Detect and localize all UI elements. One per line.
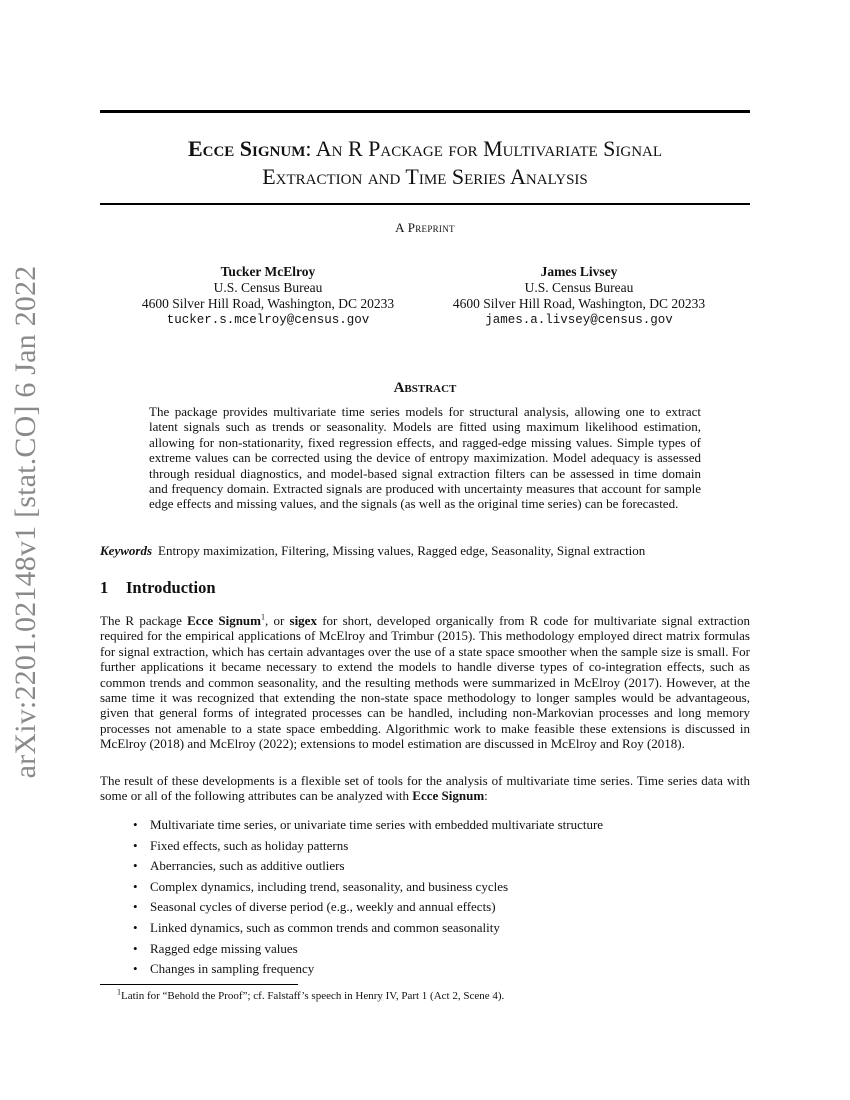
author-name: James Livsey bbox=[540, 264, 618, 279]
list-item: • Changes in sampling frequency bbox=[133, 960, 733, 981]
package-name: Ecce Signum bbox=[412, 788, 485, 804]
author-affiliation: U.S. Census Bureau bbox=[524, 280, 634, 295]
title-bottom-rule bbox=[100, 203, 750, 205]
intro-paragraph-2 bbox=[100, 773, 750, 804]
author-block-1 bbox=[103, 264, 433, 328]
title-package-name: Ecce Signum bbox=[187, 136, 306, 161]
attribute-list bbox=[133, 816, 733, 981]
keywords-text: Entropy maximization, Filtering, Missing values, Ragged edge, Seasonality, Signal extraction bbox=[158, 543, 646, 558]
list-item: • Multivariate time series, or univariate time series with embedded multivariate structure bbox=[133, 816, 733, 837]
paper-title bbox=[100, 135, 750, 191]
intro-paragraph-1 bbox=[100, 613, 750, 752]
author-email[interactable]: james.a.livsey@census.gov bbox=[485, 313, 673, 327]
title-line-2: Extraction and Time Series Analysis bbox=[262, 164, 588, 189]
list-item: • Linked dynamics, such as common trends and common seasonality bbox=[133, 919, 733, 940]
list-item: • Seasonal cycles of diverse period (e.g., weekly and annual effects) bbox=[133, 898, 733, 919]
arxiv-side-stamp bbox=[6, 262, 46, 782]
text-run: : bbox=[484, 788, 488, 804]
footnote-mark: 1 bbox=[117, 987, 121, 997]
text-run: The R package bbox=[100, 613, 188, 628]
author-address: 4600 Silver Hill Road, Washington, DC 20233 bbox=[141, 296, 395, 311]
text-run: , or bbox=[264, 613, 290, 628]
list-item: • Fixed effects, such as holiday patterns bbox=[133, 837, 733, 858]
author-name: Tucker McElroy bbox=[220, 264, 316, 279]
keywords-label: Keywords bbox=[100, 543, 152, 558]
section-heading bbox=[100, 578, 216, 598]
author-email[interactable]: tucker.s.mcelroy@census.gov bbox=[166, 313, 370, 327]
text-run: The result of these developments is a flexible set of tools for the analysis of multivariate time series. Time series data with some or all of the following attributes can be analyzed with bbox=[100, 773, 750, 804]
title-top-rule bbox=[100, 110, 750, 113]
footnote-rule bbox=[100, 984, 298, 985]
preprint-label: A Preprint bbox=[395, 220, 455, 235]
package-short-name: sigex bbox=[289, 613, 317, 628]
arxiv-identifier[interactable]: arXiv:2201.02148v1 [stat.CO] 6 Jan 2022 bbox=[9, 265, 42, 779]
list-item: • Complex dynamics, including trend, seasonality, and business cycles bbox=[133, 878, 733, 899]
section-number: 1 bbox=[100, 578, 109, 597]
author-address: 4600 Silver Hill Road, Washington, DC 20233 bbox=[452, 296, 706, 311]
keywords-line bbox=[100, 543, 760, 559]
footnote-text: Latin for “Behold the Proof”; cf. Falstaff’s speech in Henry IV, Part 1 (Act 2, Scene 4). bbox=[121, 990, 505, 1002]
abstract-heading: Abstract bbox=[393, 380, 457, 396]
text-run: for short, developed organically from R code for multivariate signal extraction required for the empirical applications of McElroy and Trimbur (2015). This methodology employed direct matrix formulas for signal extraction, which has certain advantages over the use of a state space smoother when the sample size is small. For further applications it became necessary to extend the models to handle diverse types of co-integration effects, such as common trends and common seasonality, and the resulting methods were summarized in McElroy (2017). However, at the same time it was recognized that extending the non-state space methodology to longer samples would be advantageous, given that general forms of integrated processes can be handled, including non-Markovian processes and long memory processes not amenable to a state space embedding. Algorithmic work to make feasible these extensions is discussed in McElroy (2018) and McElroy (2022); extensions to model estimation are discussed in McElroy and Roy (2018). bbox=[100, 613, 750, 752]
list-item: • Aberrancies, such as additive outliers bbox=[133, 857, 733, 878]
author-block-2 bbox=[414, 264, 744, 328]
list-item: • Ragged edge missing values bbox=[133, 940, 733, 961]
package-name: Ecce Signum bbox=[187, 613, 261, 628]
section-title: Introduction bbox=[126, 578, 216, 597]
title-line-1 bbox=[100, 135, 750, 163]
footnote bbox=[117, 987, 505, 1002]
author-affiliation: U.S. Census Bureau bbox=[213, 280, 323, 295]
title-rest: : An R Package for Multivariate Signal bbox=[305, 136, 663, 161]
abstract-text: The package provides multivariate time series models for structural analysis, allowing one to extract latent signals such as trends or seasonality. Models are fitted using maximum likelihood estimation, allowing for non-stationarity, fixed regression effects, and ragged-edge missing values. Simple types of extreme values can be corrected using the device of entropy maximization. Model adequacy is assessed through residual diagnostics, and model-based signal extraction filters can be assessed in time domain and frequency domain. Extracted signals are produced with uncertainty measures that account for sample edge effects and missing values, and the signals (as well as the original time series) can be forecasted. bbox=[149, 404, 701, 512]
footnote-ref[interactable]: 1 bbox=[260, 612, 265, 622]
